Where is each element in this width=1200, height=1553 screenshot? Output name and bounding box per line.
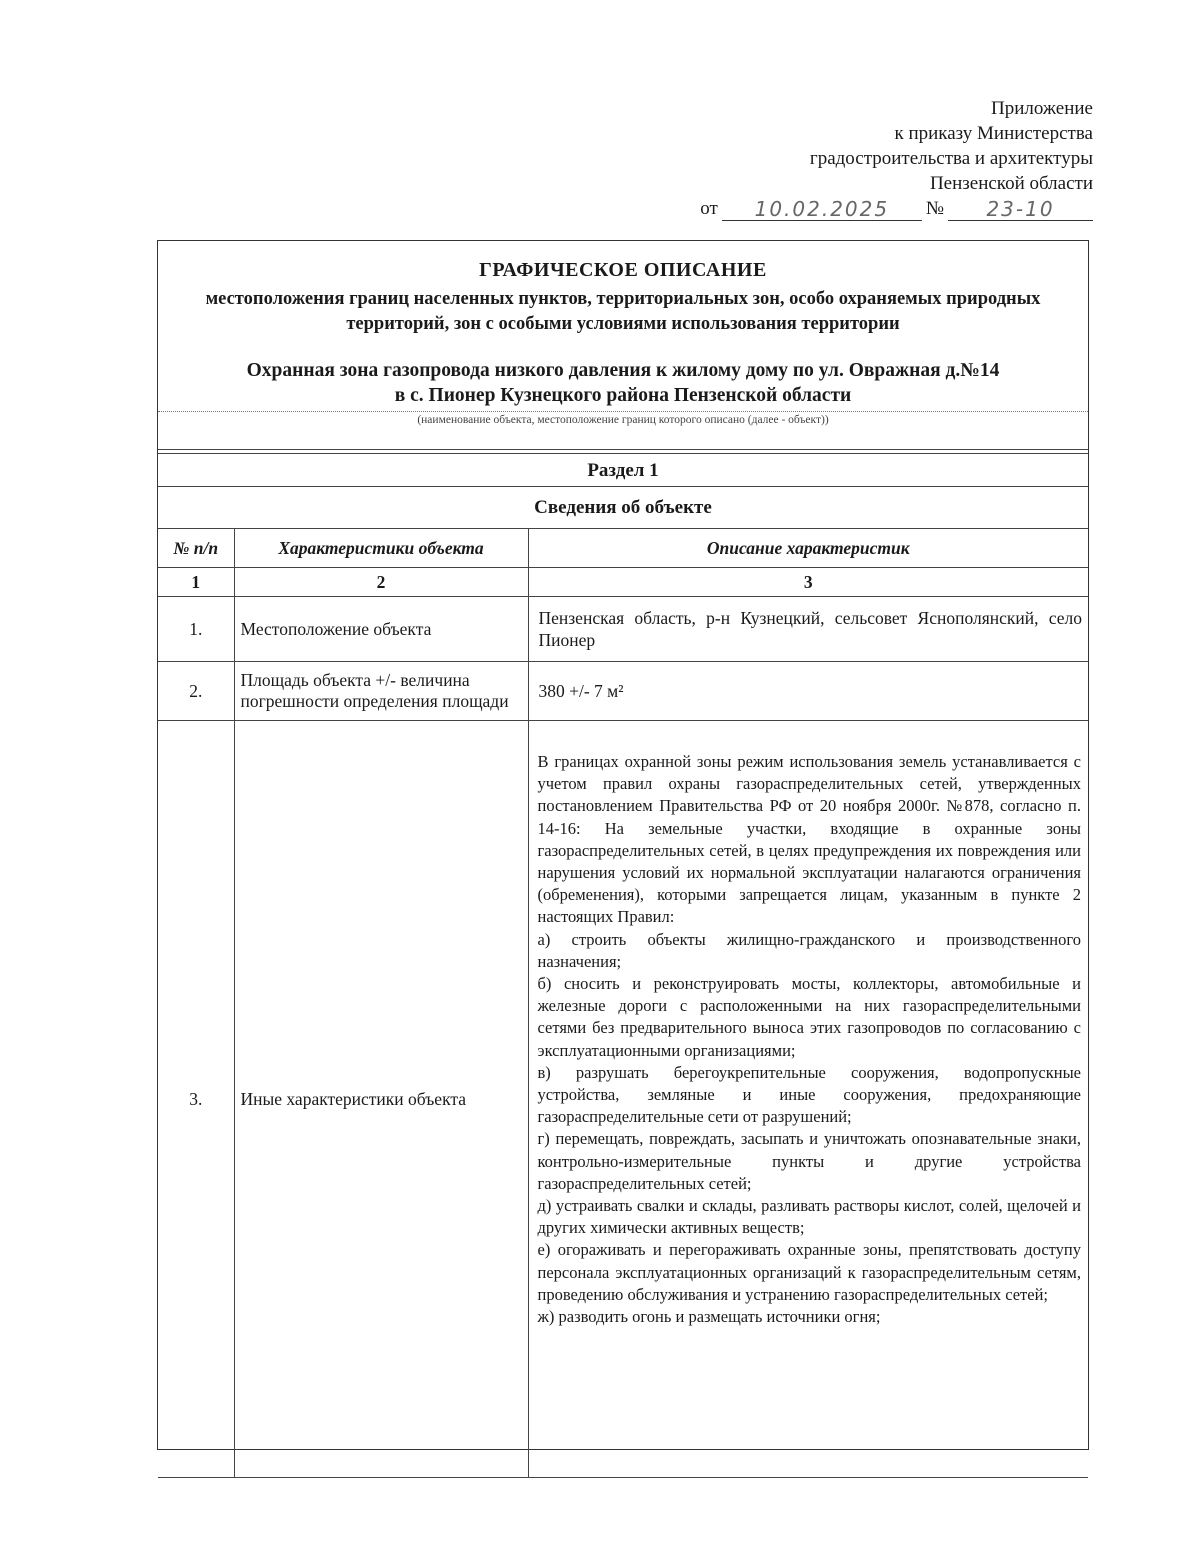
row-desc xyxy=(528,662,1088,721)
number-label: № xyxy=(925,198,944,219)
row-char-line2: погрешности определения площади xyxy=(240,691,509,711)
restrictions-text xyxy=(529,751,1089,1328)
row-num: 1. xyxy=(158,597,234,662)
document-subtitle: местоположения границ населенных пунктов, территориальных зон, особо охраняемых природных территорий, зон с особыми условиями использования территории xyxy=(205,289,1041,334)
restriction-v: в) разрушать берегоукрепительные сооружения, водопропускные устройства, земляные и иные сооружения, предохраняющие газораспределительные сети от разрушений; xyxy=(537,1062,1081,1127)
table-row xyxy=(158,662,1088,721)
restriction-d: д) устраивать свалки и склады, разливать растворы кислот, солей, щелочей и других химически активных веществ; xyxy=(537,1196,1081,1238)
handwritten-number: 23-10 xyxy=(948,198,1093,221)
header-desc: Описание характеристик xyxy=(528,529,1088,568)
table-row xyxy=(158,721,1088,1478)
table-index-row xyxy=(158,568,1088,597)
header-num: № п/п xyxy=(158,529,234,568)
row-num: 2. xyxy=(158,662,234,721)
object-caption: (наименование объекта, местоположение границ которого описано (далее - объект)) xyxy=(417,414,829,426)
restriction-g: г) перемещать, повреждать, засыпать и уничтожать опознавательные знаки, контрольно-измерительные пункты и другие устройства газораспределительных сетей; xyxy=(537,1129,1081,1193)
restrictions-intro: В границах охранной зоны режим использования земель устанавливается с учетом правил охраны газораспределительных сетей, утвержденных постановлением Правительства РФ от 20 ноября 2000г. №878, согласно п. 14-16: На земельные участки, входящие в охранные зоны газораспределительных сетей, в целях предупреждения их повреждения или нарушения условий их нормальной эксплуатации налагаются ограничения (обременения), которыми запрещается лицам, указанным в пункте 2 настоящих Правил: xyxy=(537,752,1081,927)
restriction-e: е) огораживать и перегораживать охранные зоны, препятствовать доступу персонала эксплуатационных организаций к газораспределительным сетям, проведению обслуживания и устранению газораспределительных сетей; xyxy=(537,1240,1081,1304)
object-name xyxy=(178,358,1068,408)
index-1: 1 xyxy=(158,568,234,597)
table-row xyxy=(158,597,1088,662)
order-date-number xyxy=(700,196,1093,221)
object-name-line2: в с. Пионер Кузнецкого района Пензенской области xyxy=(394,385,852,406)
title-section xyxy=(158,241,1088,450)
from-label: от xyxy=(700,198,718,219)
row-desc xyxy=(528,721,1088,1478)
handwritten-date: 10.02.2025 xyxy=(722,198,922,221)
row-char-text: Местоположение объекта xyxy=(240,618,432,639)
index-3: 3 xyxy=(528,568,1088,597)
row-char xyxy=(234,721,528,1478)
characteristics-table xyxy=(158,529,1088,1478)
row-desc-text: 380 +/- 7 м² xyxy=(538,681,624,701)
section-subheading: Сведения об объекте xyxy=(158,487,1088,529)
object-name-rule xyxy=(158,411,1088,412)
header-char: Характеристики объекта xyxy=(234,529,528,568)
row-num: 3. xyxy=(158,721,234,1478)
row-desc xyxy=(528,597,1088,662)
restriction-zh: ж) разводить огонь и размещать источники огня; xyxy=(537,1307,881,1327)
appendix-ministry: градостроительства и архитектуры xyxy=(809,148,1093,169)
index-2: 2 xyxy=(234,568,528,597)
document-title: ГРАФИЧЕСКОЕ ОПИСАНИЕ xyxy=(479,259,767,281)
row-char xyxy=(234,597,528,662)
document-frame xyxy=(157,240,1089,1450)
section-heading: Раздел 1 xyxy=(158,453,1088,487)
object-name-line1: Охранная зона газопровода низкого давления к жилому дому по ул. Овражная д.№14 xyxy=(246,360,1000,381)
restriction-a: а) строить объекты жилищно-гражданского и производственного назначения; xyxy=(537,929,1081,971)
row-desc-text: Пензенская область, р-н Кузнецкий, сельсовет Яснополянский, село Пионер xyxy=(538,608,1082,650)
row-char xyxy=(234,662,528,721)
appendix-region: Пензенской области xyxy=(929,173,1093,194)
appendix-order-ref: к приказу Министерства xyxy=(894,123,1093,144)
appendix-label: Приложение xyxy=(991,98,1093,119)
appendix-header xyxy=(700,96,1093,221)
table-header-row xyxy=(158,529,1088,568)
restriction-b: б) сносить и реконструировать мосты, коллекторы, автомобильные и железные дороги с расположенными на них газораспределительными сетями без предварительного выноса этих газопроводов по согласованию с эксплуатационными организациями; xyxy=(537,974,1081,1060)
row-char-text: Иные характеристики объекта xyxy=(240,1088,466,1109)
row-char-line1: Площадь объекта +/- величина xyxy=(240,670,470,690)
